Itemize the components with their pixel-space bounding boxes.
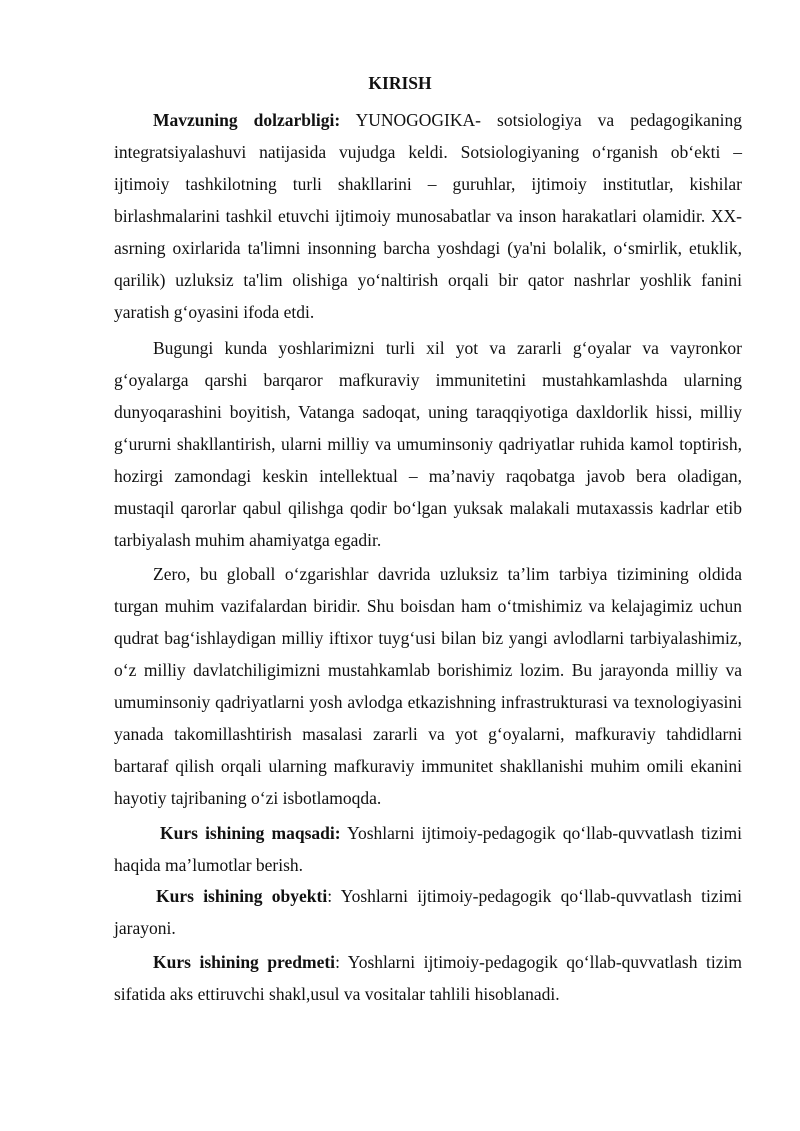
page-title: KIRISH	[368, 73, 432, 93]
paragraph-text: Yoshlarni ijtimoiy-pedagogik qo‘llab-quvvatlash tizimi haqida ma’lumotlar berish.	[114, 823, 742, 875]
paragraph-body	[114, 558, 742, 814]
paragraph-body	[114, 332, 742, 556]
paragraph-label: Kurs ishining predmeti	[153, 952, 336, 972]
paragraph-text: : Yoshlarni ijtimoiy-pedagogik qo‘llab-quvvatlash tizimi jarayoni.	[114, 886, 742, 938]
paragraph-text: : Yoshlarni ijtimoiy-pedagogik qo‘llab-quvvatlash tizim sifatida aks ettiruvchi shakl,usul va vositalar tahlili hisoblanadi.	[114, 952, 742, 1004]
paragraph-relevance	[114, 104, 742, 328]
paragraph-goal	[114, 817, 742, 881]
paragraph-object	[114, 880, 742, 944]
paragraph-subject	[114, 946, 742, 1010]
paragraph-label: Kurs ishining obyekti	[156, 886, 328, 906]
paragraph-text: Bugungi kunda yoshlarimizni turli xil yot va zararli g‘oyalar va vayronkor g‘oyalarga qarshi barqaror mafkuraviy immunitetini mustahkamlashda ularning dunyoqarashini boyitish, Vatanga sadoqat, uning taraqqiyotiga daxldorlik hissi, milliy g‘ururni shakllantirish, ularni milliy va umuminsoniy qadriyatlar ruhida kamol toptirish, hozirgi zamondagi keskin intellektual – ma’naviy raqobatga javob bera oladigan, mustaqil qarorlar qabul qilishga qodir bo‘lgan yuksak malakali mutaxassis kadrlar etib tarbiyalash muhim ahamiyatga egadir.	[114, 338, 742, 550]
paragraph-text: Zero, bu globall o‘zgarishlar davrida uzluksiz ta’lim tarbiya tizimining oldida turgan muhim vazifalardan biridir. Shu boisdan ham o‘tmishimiz va kelajagimiz uchun qudrat bag‘ishlaydigan milliy iftixor tuyg‘usi bilan biz yangi avlodlarni tarbiyalashimiz, o‘z milliy davlatchiligimizni mustahkamlab borishimiz lozim. Bu jarayonda milliy va umuminsoniy qadriyatlarni yosh avlodga etkazishning infrastrukturasi va texnologiyasini yanada takomillashtirish masalasi zararli va yot g‘oyalarni, mafkuraviy tahdidlarni bartaraf qilish orqali ularning mafkuraviy immunitet shakllanishi muhim omili ekanini hayotiy tajribaning o‘zi isbotlamoqda.	[114, 564, 742, 808]
paragraph-label: Kurs ishining maqsadi:	[160, 823, 341, 843]
paragraph-text: YUNOGOGIKA- sotsiologiya va pedagogikaning integratsiyalashuvi natijasida vujudga keldi. Sotsiologiyaning o‘rganish ob‘ekti – ijtimoiy tashkilotning turli shakllarini – guruhlar, ijtimoiy institutlar, kishilar birlashmalarini tashkil etuvchi ijtimoiy munosabatlar va inson harakatlari olamidir. XX-asrning oxirlarida ta'limni insonning barcha yoshdagi (ya'ni bolalik, o‘smirlik, etuklik, qarilik) uzluksiz ta'lim olishiga yo‘naltirish orqali bir qator nashrlar yoshlik fanini yaratish g‘oyasini ifoda etdi.	[114, 110, 742, 322]
paragraph-label: Mavzuning dolzarbligi:	[153, 110, 341, 130]
